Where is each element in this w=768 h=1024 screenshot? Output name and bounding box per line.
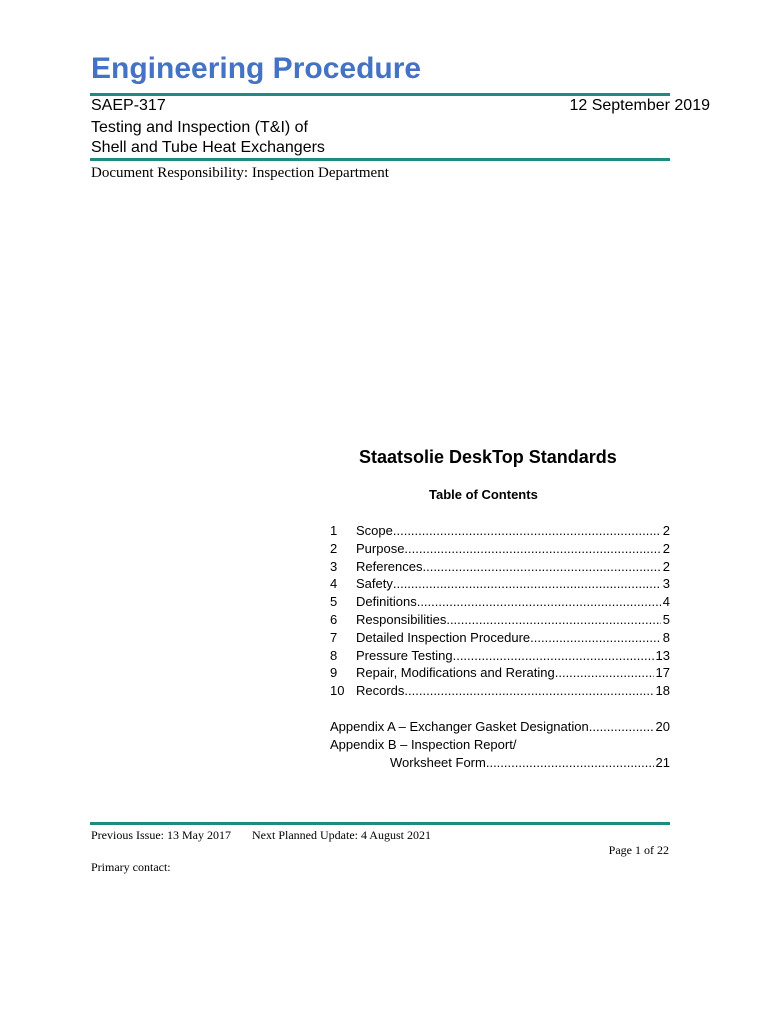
toc-leader-dots xyxy=(393,575,661,593)
document-number: SAEP-317 xyxy=(91,97,166,114)
footer-rule xyxy=(90,822,670,825)
toc-entry-label: Pressure Testing xyxy=(356,647,453,663)
toc-entry-page: 21 xyxy=(655,754,670,770)
document-title: Engineering Procedure xyxy=(91,52,422,85)
toc-entry-label: Detailed Inspection Procedure xyxy=(356,629,531,645)
toc-entry-definitions[interactable] xyxy=(330,593,670,611)
toc-entry-number: 8 xyxy=(330,647,338,663)
toc-entry-page: 18 xyxy=(655,683,670,699)
toc-entry-scope[interactable] xyxy=(330,522,670,540)
toc-entry-appendix-b-line1[interactable] xyxy=(330,736,670,754)
toc-entry-page: 13 xyxy=(655,647,670,663)
page-number: Page 1 of 22 xyxy=(608,843,669,857)
toc-entry-purpose[interactable] xyxy=(330,540,670,558)
toc-entry-pressure-testing[interactable] xyxy=(330,647,670,665)
footer-primary-contact: Primary contact: xyxy=(91,860,171,874)
toc-leader-dots xyxy=(589,718,654,736)
toc-entry-page: 17 xyxy=(655,665,670,681)
toc-entry-label: Responsibilities xyxy=(356,611,447,627)
toc-leader-dots xyxy=(446,611,660,629)
toc-entry-page: 20 xyxy=(655,718,670,734)
toc-entry-number: 5 xyxy=(330,594,338,610)
toc-entry-number: 1 xyxy=(330,523,338,538)
toc-entry-label: Definitions xyxy=(356,594,417,610)
toc-entry-page: 2 xyxy=(662,540,670,556)
toc-entry-number: 4 xyxy=(330,576,338,592)
toc-entry-label: Records xyxy=(356,683,405,699)
toc-entry-page: 2 xyxy=(662,523,670,538)
header-rule-bottom xyxy=(90,158,670,161)
toc-entry-number: 2 xyxy=(330,540,338,556)
toc-entry-appendix-b-line2[interactable] xyxy=(330,754,670,772)
toc-entry-page: 8 xyxy=(662,629,670,645)
toc-entry-label: Scope xyxy=(356,523,393,538)
toc-leader-dots xyxy=(555,664,654,682)
document-responsibility: Document Responsibility: Inspection Department xyxy=(91,165,389,181)
toc-leader-dots xyxy=(404,682,653,700)
toc-entry-number: 3 xyxy=(330,558,338,574)
toc-leader-dots xyxy=(422,558,660,576)
toc-entry-references[interactable] xyxy=(330,558,670,576)
toc-entry-label: Appendix A – Exchanger Gasket Designation xyxy=(330,718,589,734)
toc-entry-responsibilities[interactable] xyxy=(330,611,670,629)
table-of-contents xyxy=(330,522,670,771)
toc-entry-label: Safety xyxy=(356,576,393,592)
footer-previous-issue: Previous Issue: 13 May 2017 xyxy=(91,828,231,842)
toc-leader-dots xyxy=(453,647,654,665)
header-rule-top xyxy=(90,93,670,96)
document-date: 12 September 2019 xyxy=(569,97,710,114)
toc-heading: Table of Contents xyxy=(429,487,538,502)
toc-entry-page: 4 xyxy=(662,594,670,610)
toc-entry-number: 6 xyxy=(330,611,338,627)
toc-leader-dots xyxy=(417,593,661,611)
toc-entry-page: 2 xyxy=(662,558,670,574)
footer-next-update: Next Planned Update: 4 August 2021 xyxy=(252,828,431,842)
toc-entry-label: Purpose xyxy=(356,540,405,556)
toc-entry-repair-modifications-rerating[interactable] xyxy=(330,664,670,682)
toc-entry-number: 7 xyxy=(330,629,338,645)
toc-leader-dots xyxy=(393,522,661,540)
toc-leader-dots xyxy=(486,754,654,772)
toc-entry-number: 9 xyxy=(330,665,338,681)
toc-entry-label: Appendix B – Inspection Report/ xyxy=(330,736,517,752)
toc-entry-page: 5 xyxy=(662,611,670,627)
toc-leader-dots xyxy=(404,540,660,558)
toc-entry-label: References xyxy=(356,558,423,574)
toc-entry-label: Worksheet Form xyxy=(390,754,486,770)
toc-entry-safety[interactable] xyxy=(330,575,670,593)
toc-leader-dots xyxy=(530,629,661,647)
standards-brand-heading: Staatsolie DeskTop Standards xyxy=(359,447,617,467)
toc-entry-appendix-a[interactable] xyxy=(330,718,670,736)
toc-entry-detailed-inspection-procedure[interactable] xyxy=(330,629,670,647)
toc-spacer xyxy=(330,700,670,718)
toc-entry-label: Repair, Modifications and Rerating xyxy=(356,665,555,681)
document-subtitle-line2: Shell and Tube Heat Exchangers xyxy=(91,139,325,156)
toc-entry-records[interactable] xyxy=(330,682,670,700)
toc-entry-page: 3 xyxy=(662,576,670,592)
document-subtitle-line1: Testing and Inspection (T&I) of xyxy=(91,119,308,136)
toc-entry-number: 10 xyxy=(330,683,345,699)
